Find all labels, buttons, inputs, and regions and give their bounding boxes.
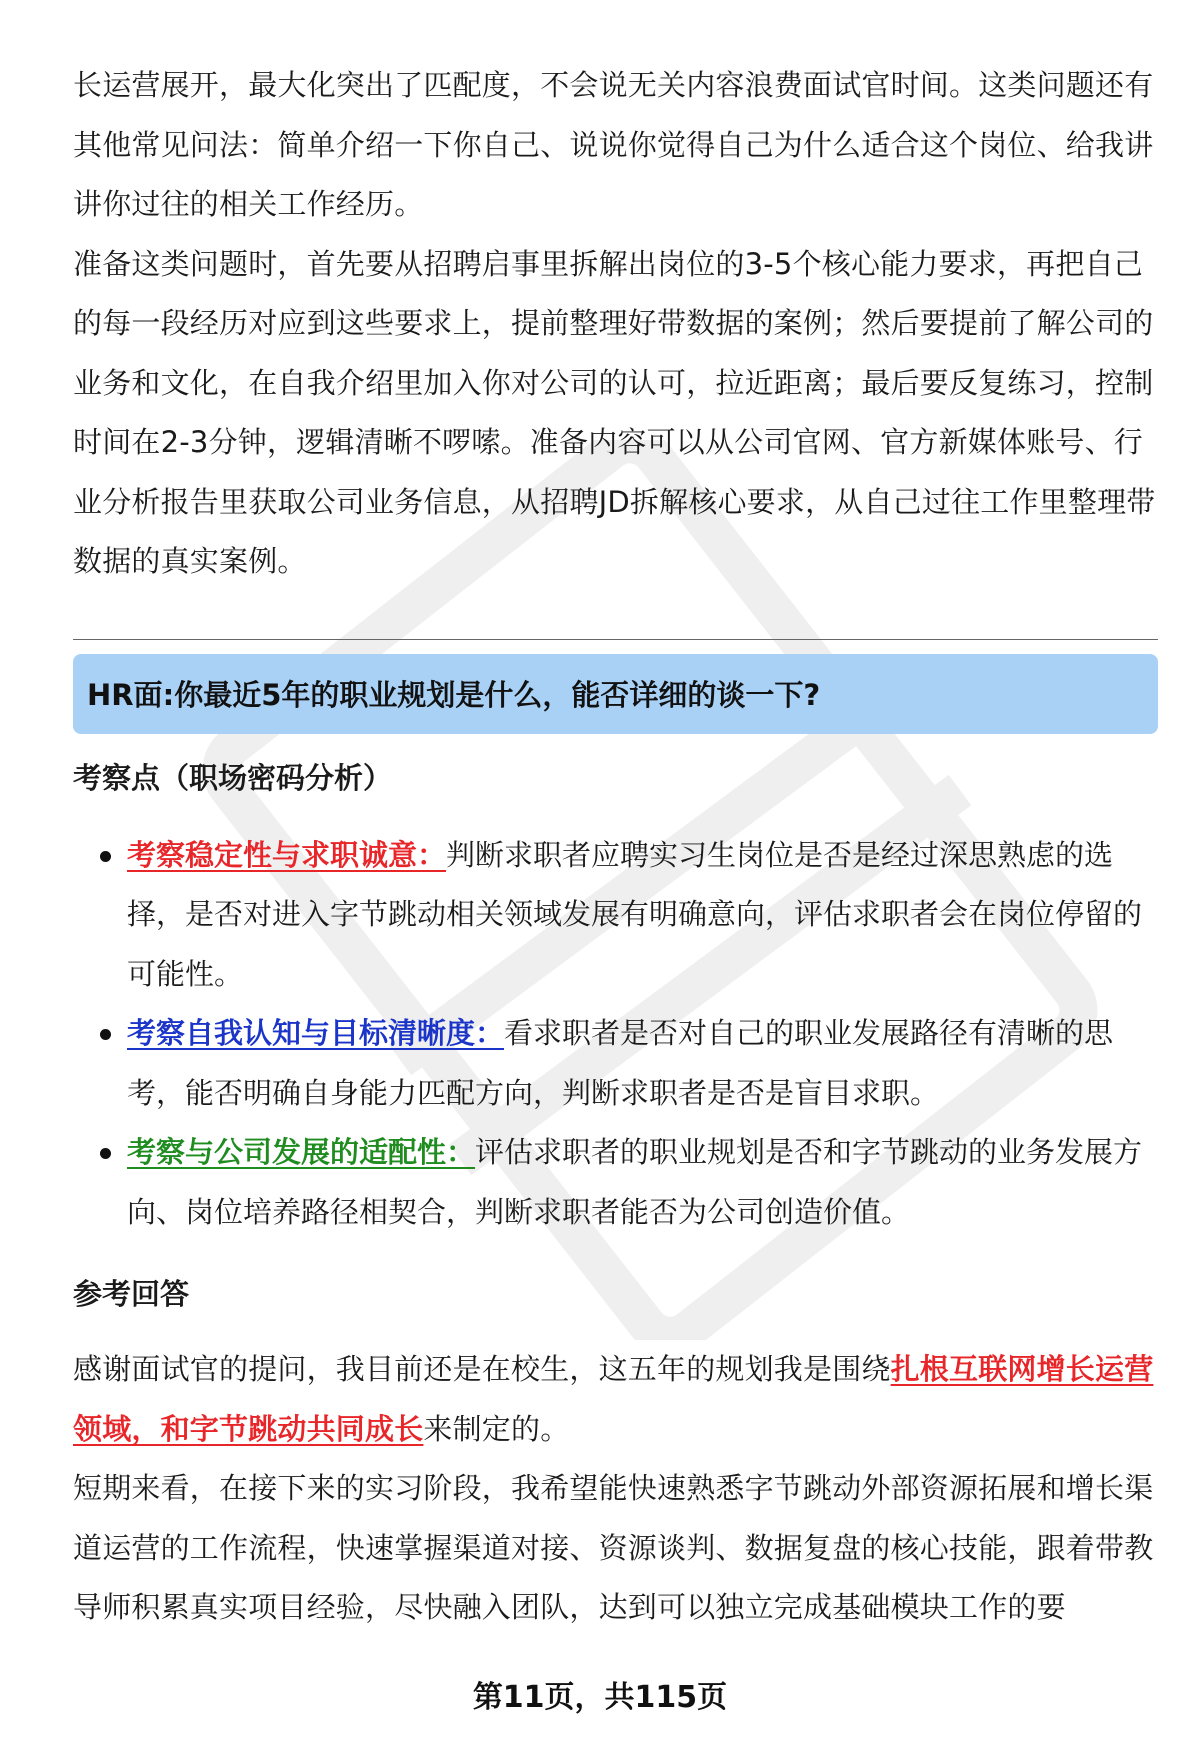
list-item xyxy=(73,1004,1158,1123)
point-text: 评估求职者的职业规划是否和字节跳动的业务发展方向、岗位培养路径相契合，判断求职者能否为公司创造价值。 xyxy=(127,1135,1143,1229)
bullet-icon xyxy=(100,1029,111,1040)
point-label: 考察自我认知与目标清晰度： xyxy=(127,1016,505,1050)
list-item xyxy=(73,826,1158,1005)
point-text: 判断求职者应聘实习生岗位是否是经过深思熟虑的选择，是否对进入字节跳动相关领域发展有明确意向，评估求职者会在岗位停留的可能性。 xyxy=(127,837,1143,991)
bullet-icon xyxy=(100,851,111,862)
answer-paragraph-2: 短期来看，在接下来的实习阶段，我希望能快速熟悉字节跳动外部资源拓展和增长渠道运营的工作流程，快速掌握渠道对接、资源谈判、数据复盘的核心技能，跟着带教导师积累真实项目经验，尽快融入团队，达到可以独立完成基础模块工作的要 xyxy=(73,1471,1154,1624)
answer-text: 感谢面试官的提问，我目前还是在校生，这五年的规划我是围绕 xyxy=(73,1352,891,1386)
list-item xyxy=(73,1123,1158,1242)
point-label: 考察稳定性与求职诚意： xyxy=(127,837,447,872)
answer-paragraph-1 xyxy=(73,1340,1158,1459)
point-label: 考察与公司发展的适配性： xyxy=(127,1135,476,1169)
answer-highlight: 扎根互联网增长运营领域，和字节跳动共同成长 xyxy=(73,1352,1154,1446)
section-divider xyxy=(73,639,1158,640)
answer-text: 来制定的。 xyxy=(423,1411,570,1446)
question-banner xyxy=(73,654,1158,734)
bullet-icon xyxy=(100,1148,111,1159)
intro-paragraph-1: 长运营展开，最大化突出了匹配度，不会说无关内容浪费面试官时间。这类问题还有其他常见问法：简单介绍一下你自己、说说你觉得自己为什么适合这个岗位、给我讲讲你过往的相关工作经历。 xyxy=(73,68,1154,221)
point-text: 看求职者是否对自己的职业发展路径有清晰的思考，能否明确自身能力匹配方向，判断求职者是否是盲目求职。 xyxy=(127,1016,1114,1110)
question-text: HR面:你最近5年的职业规划是什么，能否详细的谈一下? xyxy=(87,678,821,712)
answer-title: 参考回答 xyxy=(73,1277,190,1311)
analysis-points xyxy=(73,826,1158,1243)
analysis-title: 考察点（职场密码分析） xyxy=(73,760,393,795)
page-number: 第11页，共115页 xyxy=(472,1680,728,1715)
intro-paragraph-2: 准备这类问题时，首先要从招聘启事里拆解出岗位的3-5个核心能力要求，再把自己的每一段经历对应到这些要求上，提前整理好带数据的案例；然后要提前了解公司的业务和文化，在自我介绍里加入你对公司的认可，拉近距离；最后要反复练习，控制时间在2-3分钟，逻辑清晰不啰嗦。准备内容可以从公司官网、官方新媒体账号、行业分析报告里获取公司业务信息，从招聘JD拆解核心要求，从自己过往工作里整理带数据的真实案例。 xyxy=(73,246,1156,578)
document-page xyxy=(73,56,1158,1638)
